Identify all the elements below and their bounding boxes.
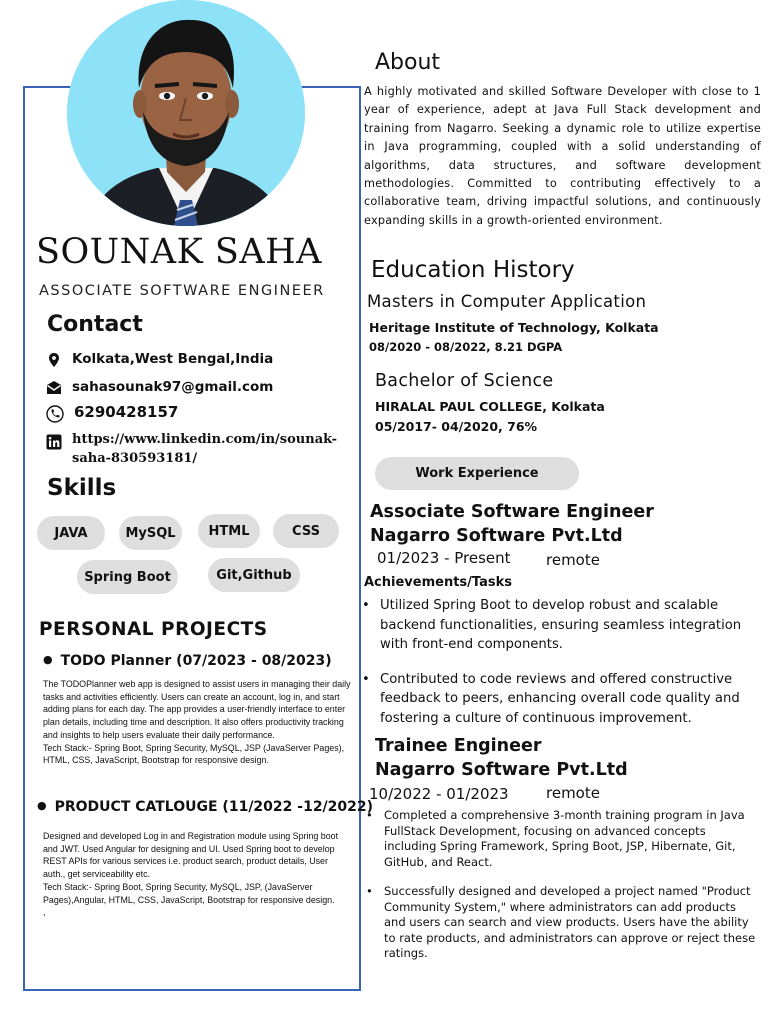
list-item: • Utilized Spring Boot to develop robust and scalable backend functionalities, ensuring seamless integration with front-end components. <box>362 596 760 655</box>
phone-icon <box>46 405 64 423</box>
candidate-name: SOUNAK SAHA <box>36 232 322 272</box>
project-tech-stack: Tech Stack:- Spring Boot, Spring Security, MySQL, JSP, (JavaServer Pages),Angular, HTML, CSS, JavaScript, Bootstrap for responsive design. <box>43 881 335 905</box>
list-item: • Successfully designed and developed a project named "Product Community System," where administrators can add products and users can search and view products. Users have the ability to rate products, and administrators can approve or reject these ratings. <box>366 884 758 962</box>
bullet-icon: ● <box>37 799 47 812</box>
list-item: • Completed a comprehensive 3-month training program in Java FullStack Development, focusing on advanced concepts including Spring Framework, Spring Boot, JSP, Hibernate, Git, GitHub, and React. <box>366 808 758 870</box>
contact-heading: Contact <box>47 312 143 337</box>
contact-location-row <box>46 350 273 369</box>
skills-heading: Skills <box>47 475 117 501</box>
envelope-icon <box>46 380 62 396</box>
education-details: 05/2017- 04/2020, 76% <box>375 419 538 434</box>
contact-email-row <box>46 378 273 397</box>
education-details: 08/2020 - 08/2022, 8.21 DGPA <box>369 340 563 354</box>
project-summary: Designed and developed Log in and Registration module using Spring boot and JWT. Used Angular for designing and UI. Used Spring boot to develop REST APIs for various services i.e. product search, product details, User auth., get serviceability etc. <box>43 831 339 880</box>
job-mode: remote <box>546 784 600 802</box>
education-institute: HIRALAL PAUL COLLEGE, Kolkata <box>375 399 605 414</box>
contact-linkedin-link[interactable]: https://www.linkedin.com/in/sounak-saha-830593181/ <box>72 432 337 466</box>
projects-heading: PERSONAL PROJECTS <box>39 619 268 640</box>
contact-location: Kolkata,West Bengal,India <box>72 351 274 367</box>
project-description <box>43 678 351 767</box>
bullet-icon: ● <box>43 653 53 666</box>
project-trailing-mark: , <box>43 907 46 918</box>
linkedin-icon <box>46 434 62 450</box>
contact-phone-row <box>46 403 178 423</box>
project-title: PRODUCT CATLOUGE (11/2022 -12/2022) <box>54 799 374 815</box>
skill-chip-html: HTML <box>198 514 260 548</box>
education-degree: Masters in Computer Application <box>367 292 647 311</box>
skill-chip-git: Git,Github <box>208 558 300 592</box>
contact-email[interactable]: sahasounak97@gmail.com <box>72 379 274 395</box>
education-degree: Bachelor of Science <box>375 371 554 391</box>
job-company: Nagarro Software Pvt.Ltd <box>370 526 623 546</box>
contact-linkedin-row <box>46 430 337 468</box>
project-description <box>43 830 351 919</box>
map-pin-icon <box>46 352 62 368</box>
job-bullet-list <box>362 596 760 744</box>
skill-chip-css: CSS <box>273 514 339 548</box>
job-bullet-list <box>366 808 758 976</box>
list-item: • Contributed to code reviews and offered constructive feedback to peers, enhancing overall code quality and fostering a culture of continuous improvement. <box>362 670 760 729</box>
job-company: Nagarro Software Pvt.Ltd <box>375 760 628 780</box>
job-period: 10/2022 - 01/2023 <box>369 785 509 803</box>
achievements-label: Achievements/Tasks <box>364 575 512 590</box>
skill-chip-spring-boot: Spring Boot <box>77 560 178 594</box>
about-paragraph: A highly motivated and skilled Software Developer with close to 1 year of experience, adept at Java Full Stack development and training from Nagarro. Seeking a dynamic role to utilize expertise in Java programming, coupled with a solid understanding of algorithms, data structures, and software development methodologies. Committed to contributing effectively to a collaborative team, driving impactful solutions, and continuously expanding skills in a growth-oriented environment. <box>364 85 761 227</box>
project-tech-stack: Tech Stack:- Spring Boot, Spring Security, MySQL, JSP (JavaServer Pages), HTML, CSS, JavaScript, Bootstrap for responsive design. <box>43 742 345 766</box>
job-mode: remote <box>546 551 600 569</box>
project-title: TODO Planner (07/2023 - 08/2023) <box>60 653 332 669</box>
project-summary: The TODOPlanner web app is designed to assist users in managing their daily tasks and activities efficiently. Users can create an account, log in, and start adding plans for each day. The app provides a user-friendly interface to enter plan details, including time and description. It also offers productivity tracking and insights to help users evaluate their daily performance. <box>43 679 351 740</box>
education-heading: Education History <box>371 257 575 283</box>
candidate-role: ASSOCIATE SOFTWARE ENGINEER <box>39 283 325 299</box>
work-experience-heading: Work Experience <box>375 457 579 490</box>
job-period: 01/2023 - Present <box>377 549 511 567</box>
skill-chip-java: JAVA <box>37 516 105 550</box>
job-title: Trainee Engineer <box>375 736 542 756</box>
contact-phone[interactable]: 6290428157 <box>74 403 179 421</box>
skill-chip-mysql: MySQL <box>119 516 182 550</box>
project-heading <box>43 653 332 669</box>
profile-photo <box>67 0 305 226</box>
job-title: Associate Software Engineer <box>370 502 654 522</box>
education-institute: Heritage Institute of Technology, Kolkata <box>369 320 659 335</box>
about-heading: About <box>375 50 441 75</box>
project-heading <box>37 799 373 815</box>
